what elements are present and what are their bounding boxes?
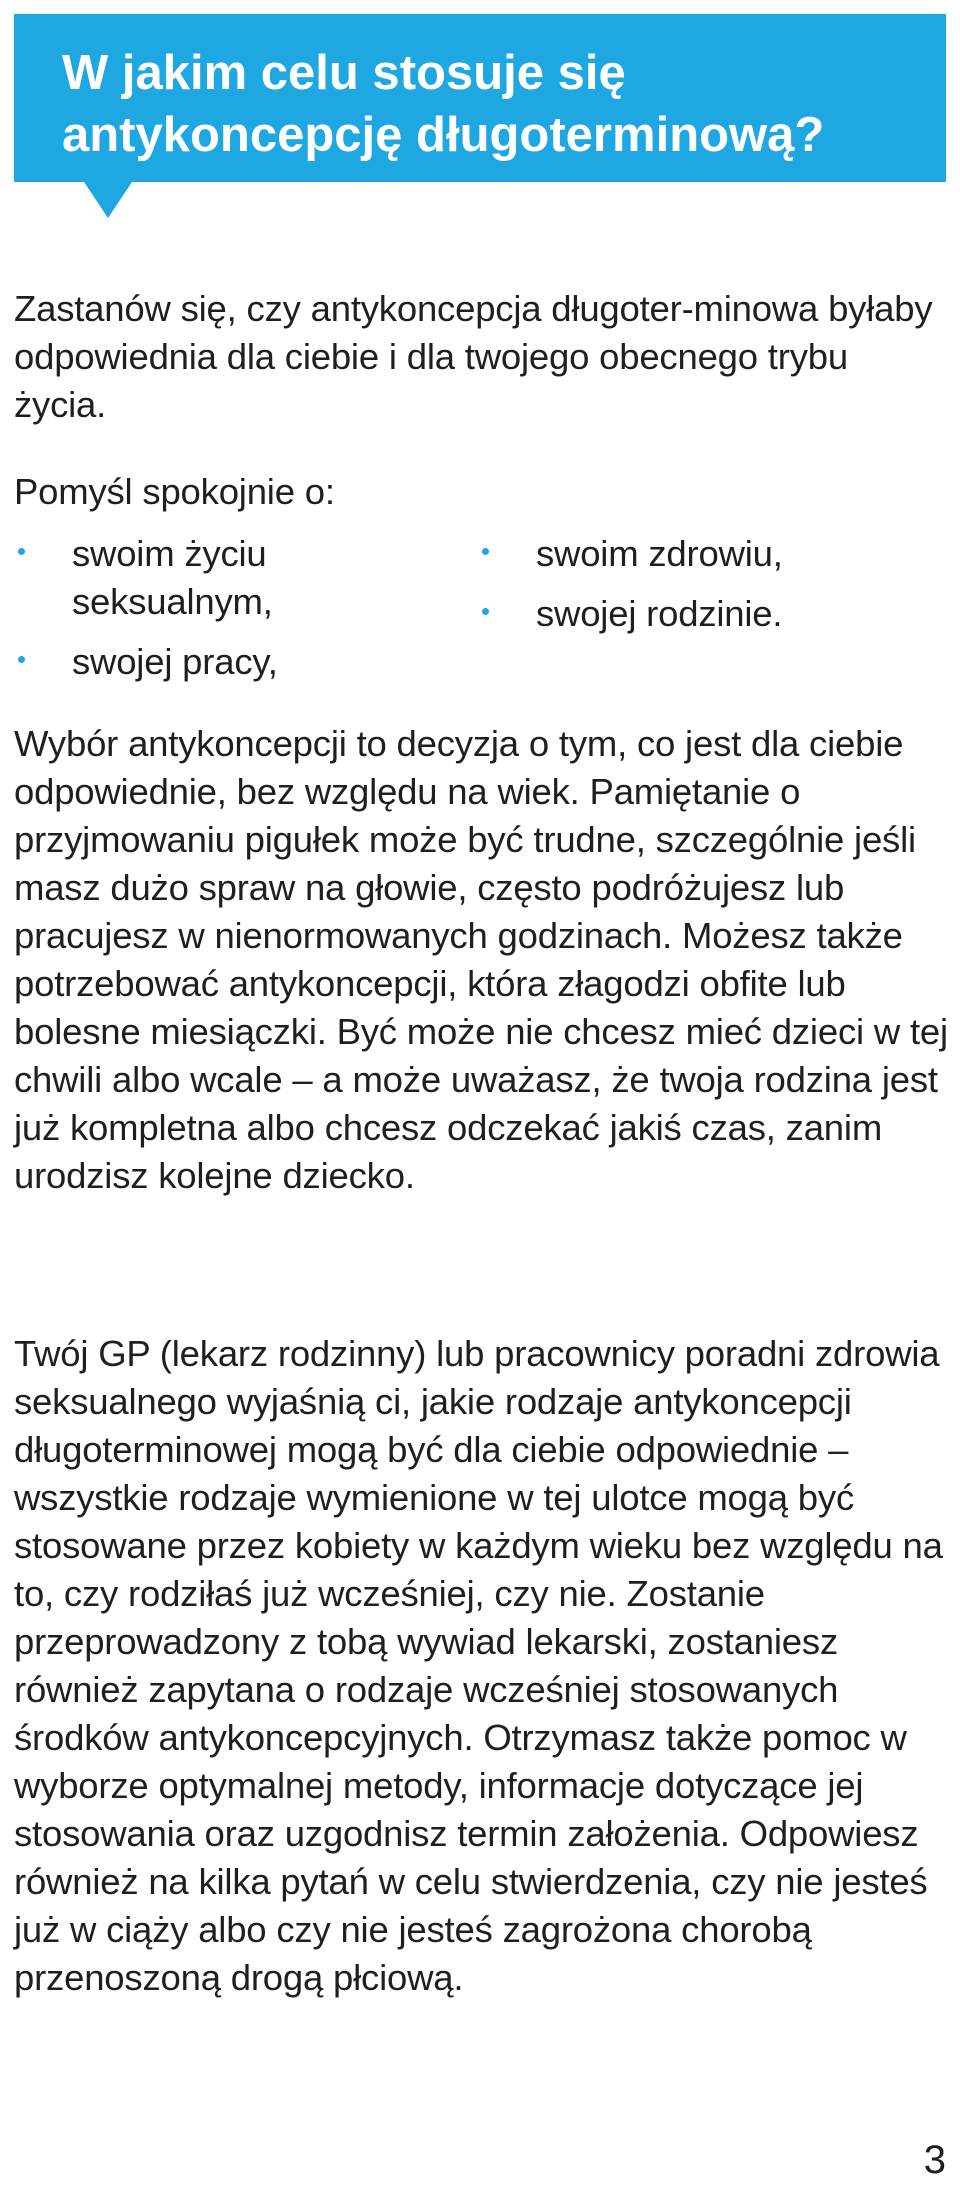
list-item-label: swojej rodzinie. — [536, 593, 783, 634]
list-item — [478, 590, 938, 638]
bullet-dot-icon — [18, 656, 25, 663]
bullet-list-left — [14, 530, 434, 698]
page-number: 3 — [923, 2138, 946, 2182]
page-title: W jakim celu stosuje się antykoncepcję długoterminową? — [62, 46, 825, 162]
intro-paragraph: Zastanów się, czy antykoncepcja długoter-minowa byłaby odpowiednia dla ciebie i dla twojego obecnego trybu życia. — [14, 288, 933, 425]
list-item-label: swoim zdrowiu, — [536, 533, 783, 574]
bullet-dot-icon — [18, 548, 25, 555]
list-item-label: swoim życiu seksualnym, — [72, 533, 273, 622]
list-item — [14, 638, 434, 686]
banner-pointer — [84, 182, 132, 218]
list-item — [478, 530, 938, 578]
body-paragraph-2: Twój GP (lekarz rodzinny) lub pracownicy poradni zdrowia seksualnego wyjaśnią ci, jakie rodzaje antykoncepcji długoterminowej mogą być dla ciebie odpowiednie – wszystkie rodzaje wymienione w tej ulotce mogą być stosowane przez kobiety w każdym wieku bez względu na to, czy rodziłaś już wcześniej, czy nie. Zostanie przeprowadzony z tobą wywiad lekarski, zostaniesz również zapytana o rodzaje wcześniej stosowanych środków antykoncepcyjnych. Otrzymasz także pomoc w wyborze optymalnej metody, informacje dotyczące jej stosowania oraz uzgodnisz termin założenia. Odpowiesz również na kilka pytań w celu stwierdzenia, czy nie jesteś już w ciąży albo czy nie jesteś zagrożona chorobą przenoszoną drogą płciową. — [14, 1333, 943, 1998]
list-item — [14, 530, 434, 626]
prompt-line: Pomyśl spokojnie o: — [14, 471, 335, 512]
bullet-dot-icon — [482, 608, 489, 615]
bullet-list-right — [478, 530, 938, 650]
bullet-dot-icon — [482, 548, 489, 555]
list-item-label: swojej pracy, — [72, 641, 278, 682]
body-paragraph-1: Wybór antykoncepcji to decyzja o tym, co jest dla ciebie odpowiednie, bez względu na wiek. Pamiętanie o przyjmowaniu pigułek może być trudne, szczególnie jeśli masz dużo spraw na głowie, często podróżujesz lub pracujesz w nienormowanych godzinach. Możesz także potrzebować antykoncepcji, która złagodzi obfite lub bolesne miesiączki. Być może nie chcesz mieć dzieci w tej chwili albo wcale – a może uważasz, że twoja rodzina jest już kompletna albo chcesz odczekać jakiś czas, zanim urodzisz kolejne dziecko. — [14, 723, 948, 1196]
header-banner — [14, 14, 946, 182]
